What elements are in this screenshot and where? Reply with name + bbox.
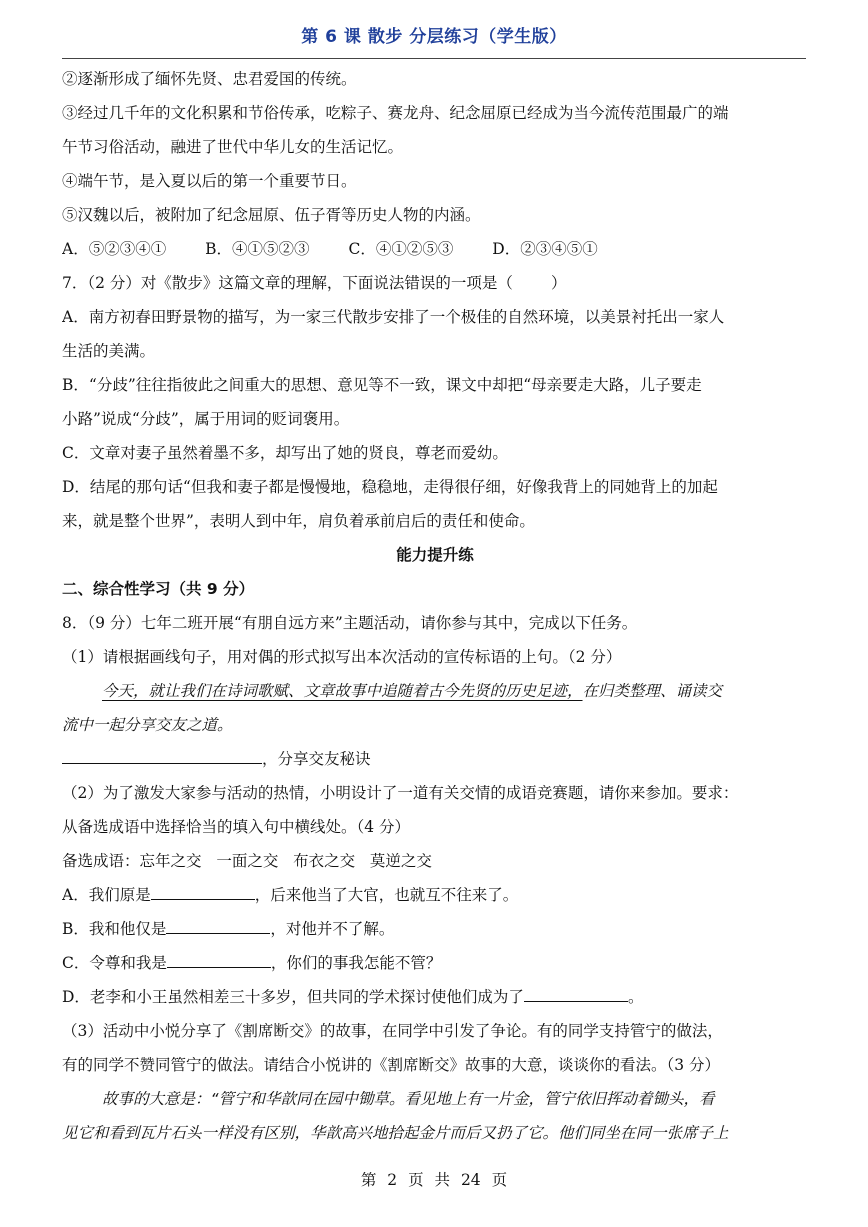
fill-d-prefix: D．老李和小王虽然相差三十多岁，但共同的学术探讨使他们成为了 xyxy=(62,988,524,1006)
q8-slogan-line xyxy=(62,742,808,776)
idiom: 莫逆之交 xyxy=(369,852,432,870)
q8-sub3: （3）活动中小悦分享了《割席断交》的故事，在同学中引发了争论。有的同学支持管宁的做法， xyxy=(62,1022,723,1040)
q7-close: ） xyxy=(550,274,567,292)
q8-intro: 8．（9 分）七年二班开展“有朋自远方来”主题活动，请你参与其中，完成以下任务。 xyxy=(62,614,638,632)
q7-option-a-cont: 生活的美满。 xyxy=(62,342,156,360)
q8-sub3-cont: 有的同学不赞同管宁的做法。请结合小悦讲的《割席断交》故事的大意，谈谈你的看法。（3 分） xyxy=(62,1056,721,1074)
idiom-list xyxy=(62,844,808,878)
q8-quote xyxy=(62,674,808,708)
idiom: 忘年之交 xyxy=(139,852,202,870)
q7-suffix: 的一项是（ xyxy=(435,274,513,292)
q6-option-d: D．②③④⑤① xyxy=(492,240,598,258)
fill-a-prefix: A．我们原是 xyxy=(62,886,151,904)
text-line: ②逐渐形成了缅怀先贤、忠君爱国的传统。 xyxy=(62,70,357,88)
answer-blank[interactable] xyxy=(524,983,628,1002)
q8-sub2-cont: 从备选成语中选择恰当的填入句中横线处。（4 分） xyxy=(62,818,411,836)
fill-a-suffix: ，后来他当了大官，也就互不往来了。 xyxy=(254,886,519,904)
q6-option-b: B．④①⑤②③ xyxy=(205,240,310,258)
q8-sub1: （1）请根据画线句子，用对偶的形式拟写出本次活动的宣传标语的上句。（2 分） xyxy=(62,648,622,666)
q7-emphasis: 错误 · · · xyxy=(404,274,435,292)
q7-option-c: C．文章对妻子虽然着墨不多，却写出了她的贤良，尊老而爱幼。 xyxy=(62,444,508,462)
slogan-suffix: ，分享交友秘诀 xyxy=(262,750,371,768)
fill-b-prefix: B．我和他仅是 xyxy=(62,920,167,938)
q7-option-d: D．结尾的那句话“但我和妻子都是慢慢地，稳稳地，走得很仔细，好像我背上的同她背上的加起 xyxy=(62,478,718,496)
q8-quote-cont: 流中一起分享交友之道。 xyxy=(62,716,233,734)
fill-c-suffix: ，你们的事我怎能不管？ xyxy=(270,954,442,972)
q6-option-c: C．④①②⑤③ xyxy=(348,240,454,258)
answer-blank[interactable] xyxy=(151,881,255,900)
q8-fill-a xyxy=(62,878,808,912)
idiom: 一面之交 xyxy=(216,852,279,870)
text-line: ③经过几千年的文化积累和节俗传承，吃粽子、赛龙舟、纪念屈原已经成为当今流传范围最广的端 xyxy=(62,104,729,122)
quote-rest: 在归类整理、诵读交 xyxy=(582,682,723,700)
story-line: 故事的大意是：“管宁和华歆同在园中锄草。看见地上有一片金，管宁依旧挥动着锄头，看 xyxy=(102,1090,715,1108)
answer-blank[interactable] xyxy=(62,745,262,764)
q7-prefix: 7．（2 分）对《散步》这篇文章的理解，下面说法 xyxy=(62,274,405,292)
text-line: ④端午节，是入夏以后的第一个重要节日。 xyxy=(62,172,357,190)
answer-blank[interactable] xyxy=(167,949,271,968)
q7-option-b-cont: 小路”说成“分歧”，属于用词的贬词褒用。 xyxy=(62,410,350,428)
text-line: ⑤汉魏以后，被附加了纪念屈原、伍子胥等历史人物的内涵。 xyxy=(62,206,481,224)
fill-d-suffix: 。 xyxy=(627,988,644,1006)
q7-option-d-cont: 来，就是整个世界”，表明人到中年，肩负着承前启后的责任和使命。 xyxy=(62,512,535,530)
q7-stem xyxy=(62,266,808,300)
q6-options xyxy=(62,232,808,266)
q8-fill-c xyxy=(62,946,808,980)
fill-c-prefix: C．令尊和我是 xyxy=(62,954,167,972)
idioms-label: 备选成语： xyxy=(62,852,140,870)
text-line: 午节习俗活动，融进了世代中华儿女的生活记忆。 xyxy=(62,138,404,156)
part-heading: 二、综合性学习（共 9 分） xyxy=(62,580,255,598)
fill-b-suffix: ，对他并不了解。 xyxy=(270,920,395,938)
q6-option-a: A．⑤②③④① xyxy=(62,240,167,258)
story-line-cont: 见它和看到瓦片石头一样没有区别，华歆高兴地拾起金片而后又扔了它。他们同坐在同一张席子上 xyxy=(62,1124,729,1142)
page-header-title: 第 6 课 散步 分层练习（学生版） xyxy=(301,27,567,47)
answer-blank[interactable] xyxy=(166,915,270,934)
document-body xyxy=(62,62,808,1150)
q8-fill-d xyxy=(62,980,808,1014)
q8-sub2: （2）为了激发大家参与活动的热情，小明设计了一道有关交情的成语竞赛题，请你来参加。要求： xyxy=(62,784,739,802)
header-divider xyxy=(62,58,806,59)
underlined-sentence: 今天，就让我们在诗词歌赋、文章故事中追随着古今先贤的历史足迹， xyxy=(102,682,583,700)
q7-option-b: B．“分歧”往往指彼此之间重大的思想、意见等不一致，课文中却把“母亲要走大路，儿子要走 xyxy=(62,376,702,394)
q8-fill-b xyxy=(62,912,808,946)
idiom: 布衣之交 xyxy=(293,852,356,870)
page-number: 第 2 页 共 24 页 xyxy=(360,1171,508,1189)
section-heading: 能力提升练 xyxy=(396,546,474,564)
q7-option-a: A．南方初春田野景物的描写，为一家三代散步安排了一个极佳的自然环境，以美景衬托出一家人 xyxy=(62,308,725,326)
